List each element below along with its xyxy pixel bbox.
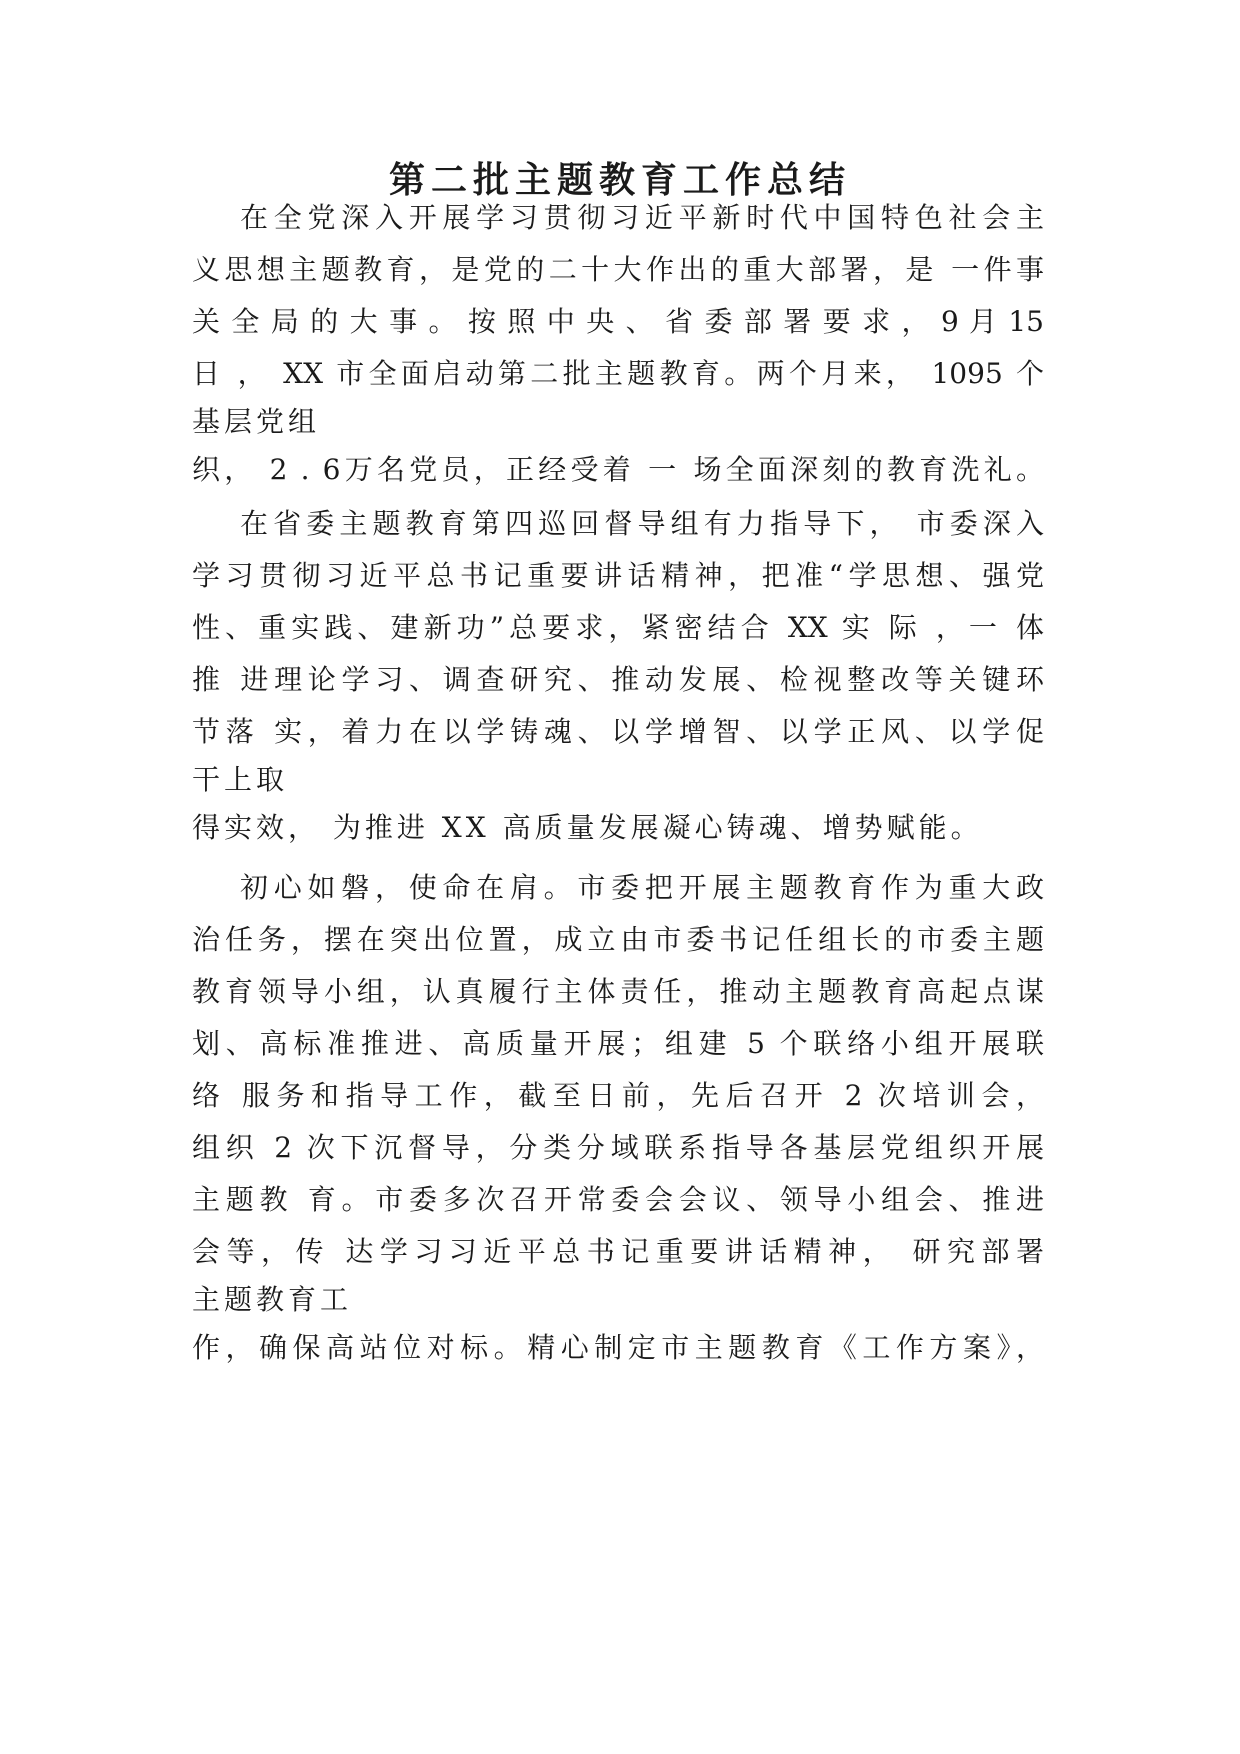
paragraph-2-line-5: 节落 实，着力在以学铸魂、以学增智、以学正风、以学促 xyxy=(192,715,1044,748)
paragraph-3-line-3: 教育领导小组，认真履行主体责任，推动主题教育高起点谋 xyxy=(192,975,1044,1008)
paragraph-1-line-5: 基层党组 xyxy=(192,405,321,438)
paragraph-3-line-5: 络 服务和指导工作，截至日前，先后召开 2 次培训会， xyxy=(192,1079,1044,1112)
paragraph-3-line-2: 治任务，摆在突出位置，成立由市委书记任组长的市委主题 xyxy=(192,923,1044,956)
paragraph-3-line-7: 主题教 育。市委多次召开常委会会议、领导小组会、推进 xyxy=(192,1183,1044,1216)
paragraph-2-line-6: 干上取 xyxy=(192,763,289,796)
paragraph-1-line-4: 日 ， XX 市全面启动第二批主题教育。两个月来， 1095 个 xyxy=(192,357,1044,390)
paragraph-2-line-1: 在省委主题教育第四巡回督导组有力指导下， 市委深入 xyxy=(240,507,1044,540)
paragraph-2-line-7: 得实效， 为推进 XX 高质量发展凝心铸魂、增势赋能。 xyxy=(192,811,983,844)
paragraph-1-line-3: 关 全 局 的 大 事 。 按 照 中 央 、 省 委 部 署 要 求 ， 9 月 15 xyxy=(192,305,1044,338)
paragraph-1-line-1: 在全党深入开展学习贯彻习近平新时代中国特色社会主 xyxy=(240,201,1044,234)
paragraph-1-line-2: 义思想主题教育，是党的二十大作出的重大部署，是 一件事 xyxy=(192,253,1044,286)
paragraph-3-line-6: 组织 2 次下沉督导，分类分域联系指导各基层党组织开展 xyxy=(192,1131,1044,1164)
page-title: 第二批主题教育工作总结 xyxy=(388,159,851,201)
paragraph-3-line-9: 主题教育工 xyxy=(192,1283,353,1316)
paragraph-3-line-8: 会等，传 达学习习近平总书记重要讲话精神， 研究部署 xyxy=(192,1235,1044,1268)
paragraph-3-line-1: 初心如磐，使命在肩。市委把开展主题教育作为重大政 xyxy=(240,871,1044,904)
paragraph-2-line-3: 性、重实践、建新功”总要求，紧密结合 XX 实 际 ，一 体 xyxy=(192,611,1044,644)
paragraph-2-line-4: 推 进理论学习、调查研究、推动发展、检视整改等关键环 xyxy=(192,663,1044,696)
paragraph-3-line-10: 作，确保高站位对标。精心制定市主题教育《工作方案》， xyxy=(192,1331,1044,1364)
paragraph-3-line-4: 划、高标准推进、高质量开展；组建 5 个联络小组开展联 xyxy=(192,1027,1044,1060)
paragraph-2-line-2: 学习贯彻习近平总书记重要讲话精神，把准“学思想、强党 xyxy=(192,559,1044,592)
paragraph-1-line-6: 织， 2 . 6万名党员，正经受着 一 场全面深刻的教育洗礼。 xyxy=(192,453,1044,486)
